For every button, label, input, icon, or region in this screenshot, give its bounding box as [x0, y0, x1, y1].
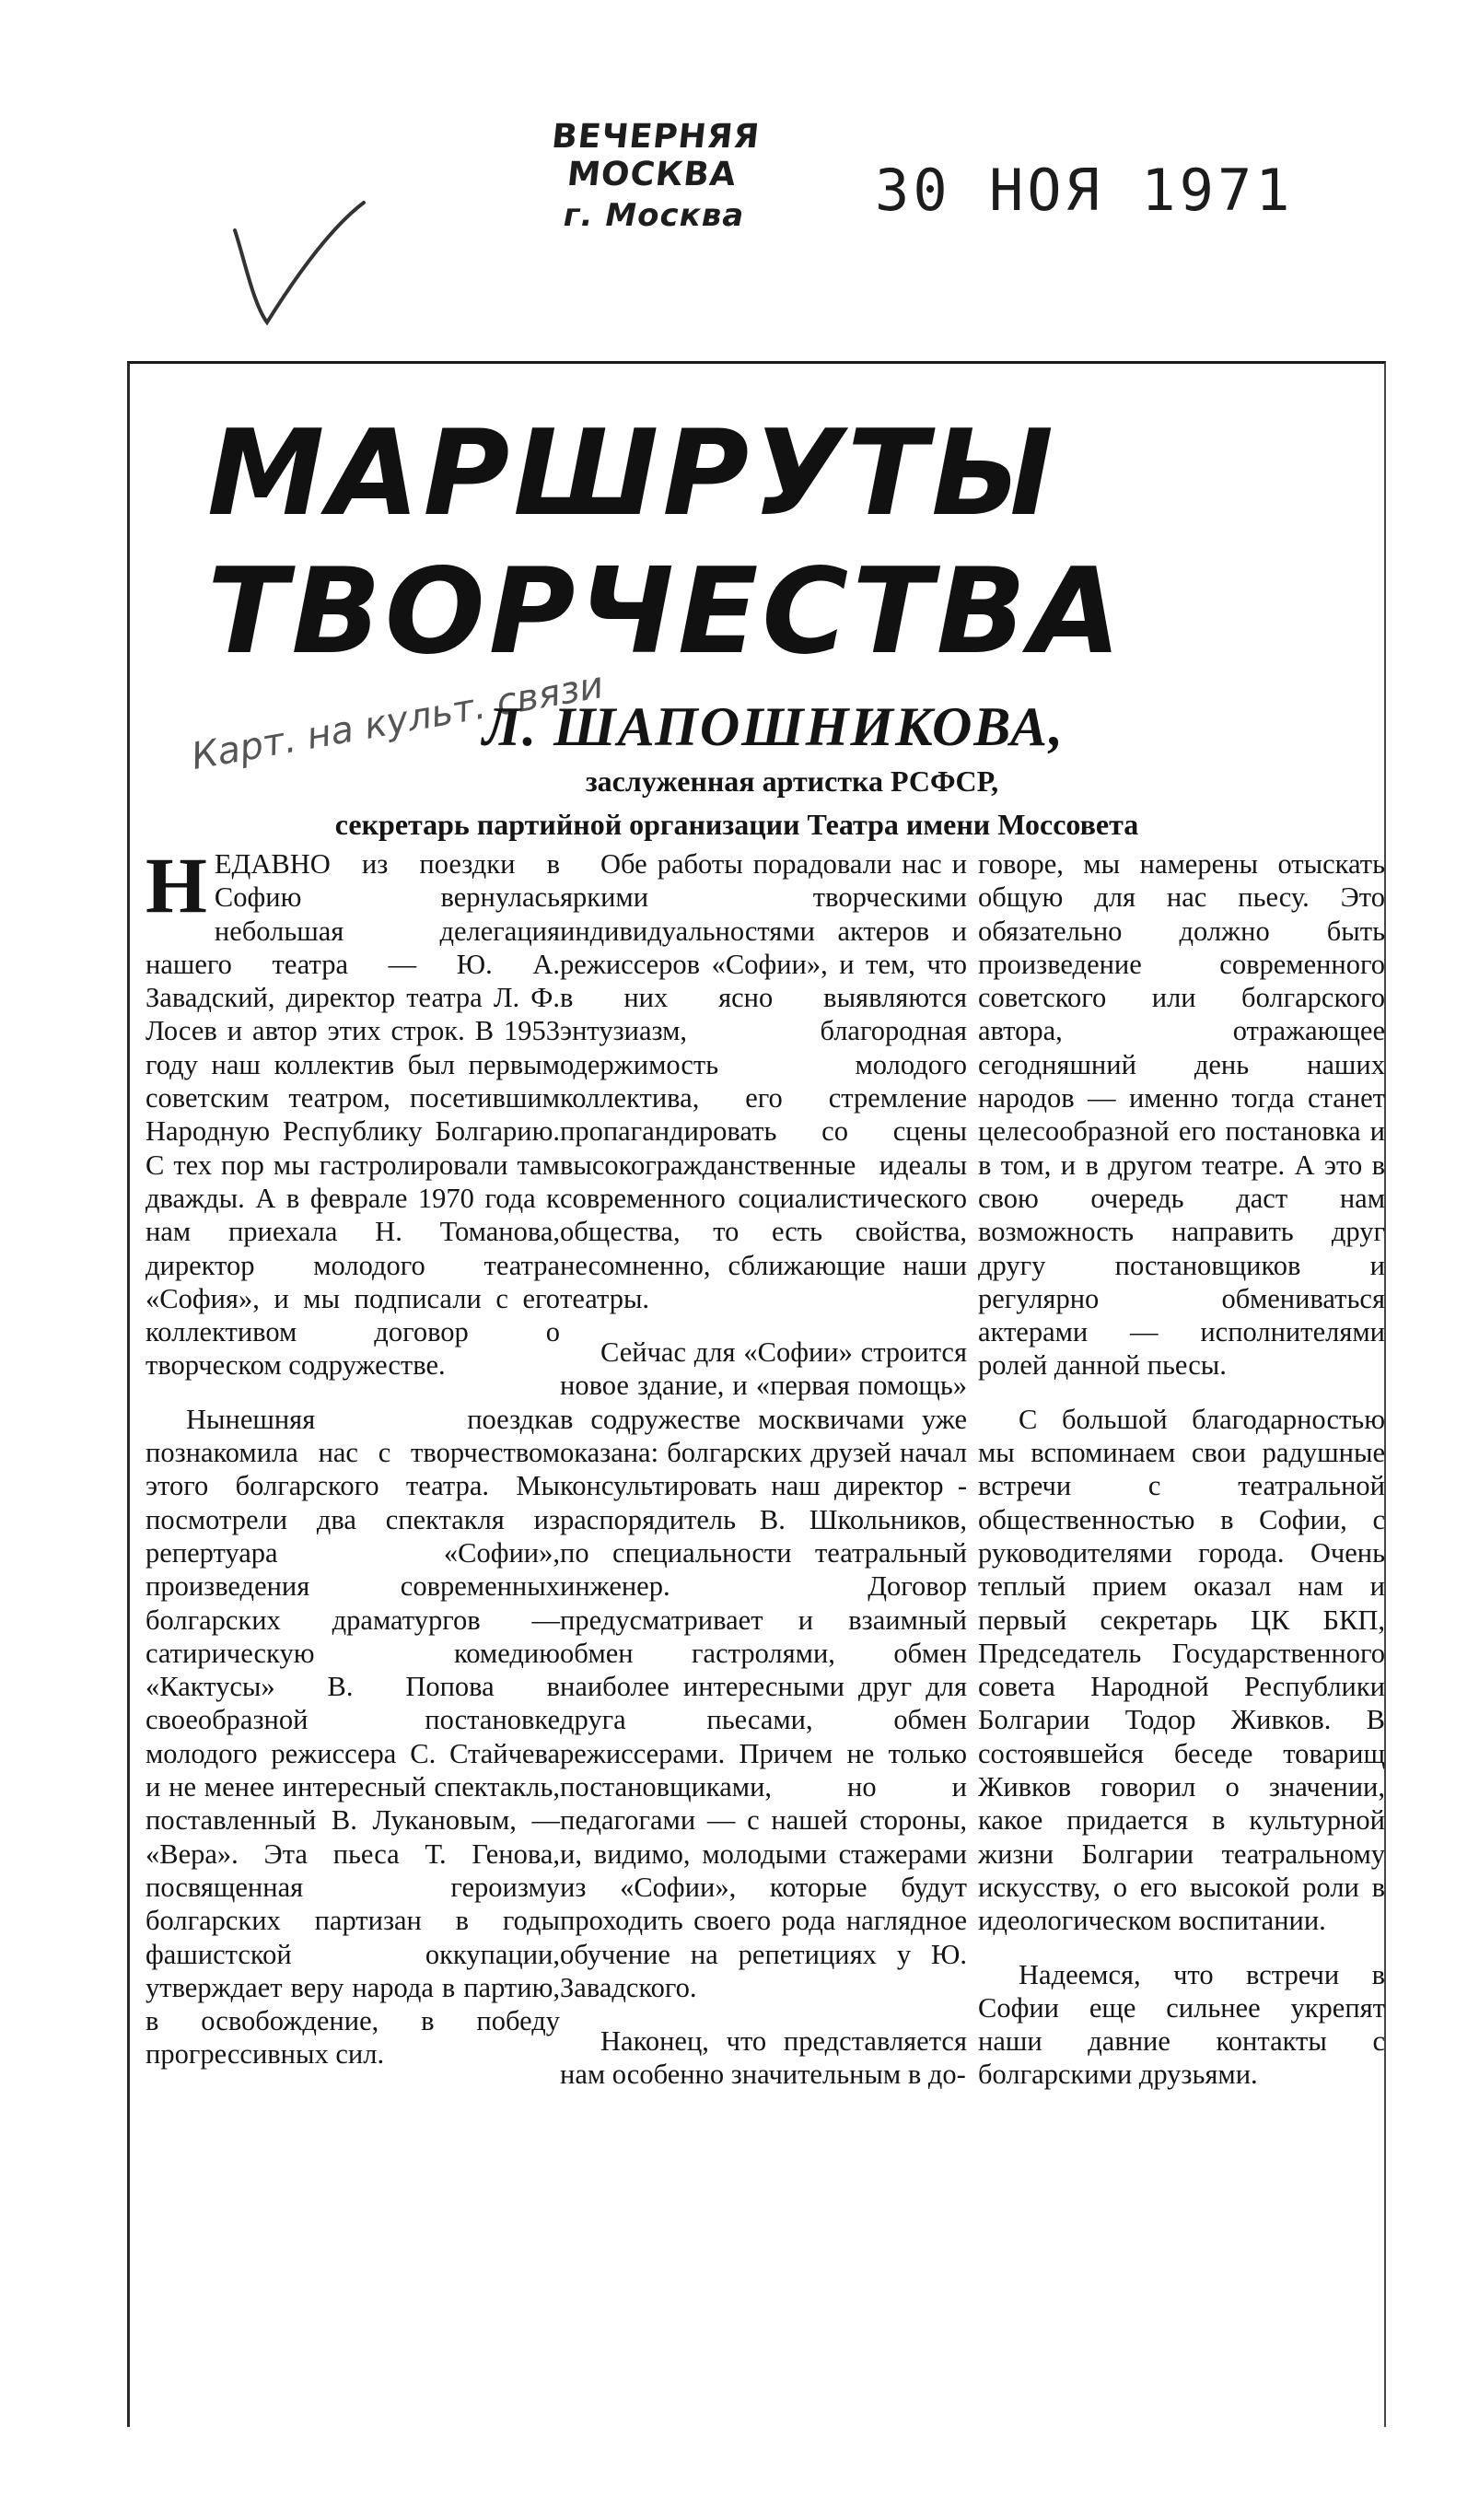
paragraph: Надеемся, что встречи в Софии еще сильнее укрепят наши давние контакты с болгарскими друзьями.	[978, 1958, 1385, 2091]
article-column-1	[146, 841, 560, 2071]
article-column-2	[560, 847, 967, 2092]
article-column-3	[978, 847, 1385, 2092]
newspaper-city: г. Москва	[563, 197, 745, 234]
author-position: секретарь партийной организации Театра имени Моссовета	[334, 808, 1139, 841]
author-title: заслуженная артистка РСФСР,	[585, 764, 999, 798]
paragraph	[146, 841, 560, 1382]
handwritten-check-mark	[216, 193, 373, 332]
headline-line-1: МАРШРУТЫ	[207, 405, 1057, 542]
paragraph: Обе работы порадовали нас и яркими творческими индивидуальностями актеров и режиссеров «Софии», и тем, что в них ясно выявляются энтузиазм, благородная одержимость молодого коллектива, его стремление пропагандировать со сцены высокогражданственные идеалы современного социалистического общества, то есть свойства, несомненно, сближающие наши театры.	[560, 848, 967, 1314]
paragraph: С большой благодарностью мы вспоминаем свои радушные встречи с театральной общественностью в Софии, с руководителями города. Очень теплый прием оказал нам и первый секретарь ЦК БКП, Председатель Государственного совета Народной Республики Болгарии Тодор Живков. В состоявшейся беседе товарищ Живков говорил о значении, какое придается в культурной жизни Болгарии театральному искусству, о его высокой роли в идеологическом воспитании.	[978, 1403, 1385, 1937]
paragraph-text: ЕДАВНО из поездки в Софию вернулась небольшая делегация нашего театра — Ю. А. Завадский, директор театра Л. Ф. Лосев и автор этих строк. В 1953 году наш коллектив был первым советским театром, посетившим Народную Республику Болгарию. С тех пор мы гастролировали там дважды. А в феврале 1970 года к нам приехала Н. Томанова, директор молодого театра «София», и мы подписали с его коллективом договор о творческом содружестве.	[146, 848, 560, 1382]
byline	[230, 695, 1243, 842]
author-name: Л. ШАПОШНИКОВА,	[482, 696, 1066, 757]
newspaper-stamp	[479, 118, 829, 234]
newspaper-name: ВЕЧЕРНЯЯ МОСКВА	[550, 118, 763, 193]
date-stamp: 30 НОЯ 1971	[875, 157, 1294, 224]
drop-cap: Н	[146, 841, 207, 929]
headline-line-2: ТВОРЧЕСТВА	[207, 543, 1125, 681]
paragraph: Сейчас для «Софии» строится новое здание, и «первая помощь» в содружестве москвичами уже оказана: болгарских друзей начал консультировать наш директор - распорядитель В. Школьников, по специальности театральный инженер. Договор предусматривает и взаимный обмен гастролями, обмен наиболее интересными друг для друга пьесами, обмен режиссерами. Причем не только постановщиками, но и педагогами — с нашей стороны, и, видимо, молодыми стажерами из «Софии», которые будут проходить своего рода наглядное обучение на репетициях у Ю. Завадского.	[560, 1336, 967, 2003]
article-headline	[207, 405, 1220, 682]
handwritten-note: Карт. на культ. связи	[188, 664, 607, 778]
paragraph: Наконец, что представляется нам особенно значительным в до-	[560, 2025, 967, 2091]
paragraph: говоре, мы намерены отыскать общую для нас пьесу. Это обязательно должно быть произведение современного советского или болгарского автора, отражающее сегодняшний день наших народов — именно тогда станет целесообразной его постановка и в том, и в другом театре. А это в свою очередь даст нам возможность направить друг другу постановщиков и регулярно обмениваться актерами — исполнителями ролей данной пьесы.	[978, 848, 1385, 1382]
paragraph: Нынешняя поездка познакомила нас с творчеством этого болгарского театра. Мы посмотрели два спектакля из репертуара «Софии», произведения современных болгарских драматургов — сатирическую комедию «Кактусы» В. Попова в своеобразной постановке молодого режиссера С. Стайчева и не менее интересный спектакль, поставленный В. Лукановым, — «Вера». Эта пьеса Т. Генова, посвященная героизму болгарских партизан в годы фашистской оккупации, утверждает веру народа в партию, в освобождение, в победу прогрессивных сил.	[146, 1403, 560, 2071]
